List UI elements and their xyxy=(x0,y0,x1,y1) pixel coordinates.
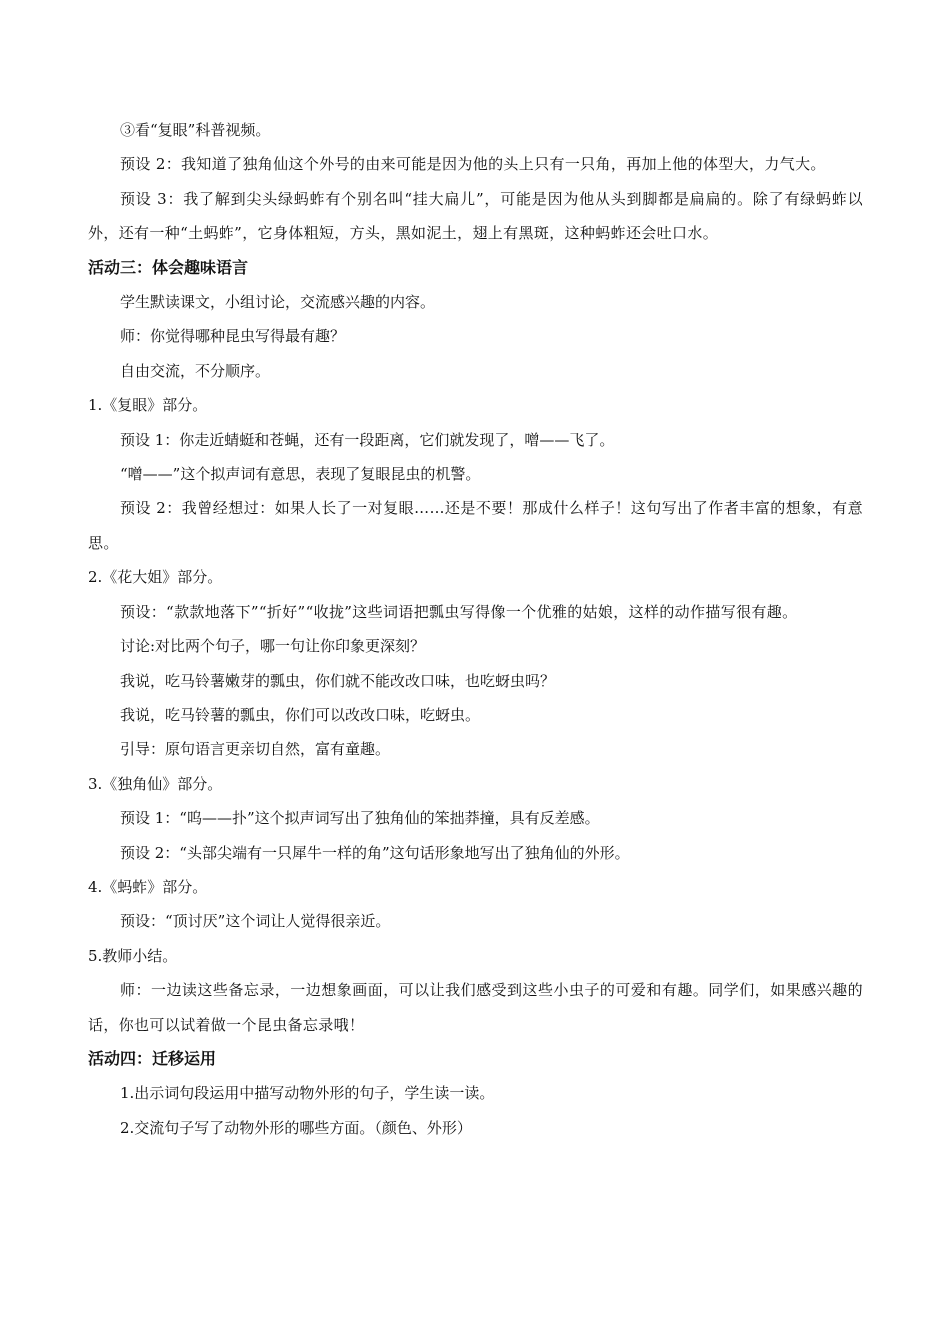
paragraph: 预设：“款款地落下”“折好”“收拢”这些词语把瓢虫写得像一个优雅的姑娘，这样的动作描写很有趣。 xyxy=(120,602,798,621)
section-heading-activity-4: 活动四：迁移运用 xyxy=(88,1048,217,1068)
text-line: 预设 2：“头部尖端有一只犀牛一样的角”这句话形象地写出了独角仙的外形。 xyxy=(120,843,630,862)
text-line: 我说，吃马铃薯嫩芽的瓢虫，你们就不能改改口味，也吃蚜虫吗？ xyxy=(120,671,556,690)
list-item-heading: 3.《独角仙》部分。 xyxy=(88,774,223,793)
text-line: 自由交流，不分顺序。 xyxy=(120,361,271,380)
text-line: 引导：原句语言更亲切自然，富有童趣。 xyxy=(120,740,391,759)
text-line: “噌——”这个拟声词有意思，表现了复眼昆虫的机警。 xyxy=(120,465,481,484)
list-item-heading: 4.《蚂蚱》部分。 xyxy=(88,877,208,896)
list-item-heading: 5.教师小结。 xyxy=(88,946,178,965)
section-heading-activity-3: 活动三：体会趣味语言 xyxy=(88,257,249,277)
text-line: 学生默读课文，小组讨论，交流感兴趣的内容。 xyxy=(120,293,436,312)
paragraph: 预设 3：我了解到尖头绿蚂蚱有个别名叫“挂大扁儿”，可能是因为他从头到脚都是扁扁的。除了有绿蚂蚱以外，还有一种“土蚂蚱”，它身体粗短，方头，黑如泥土，翅上有黑斑，这种蚂蚱还会吐口水。 xyxy=(88,189,863,243)
text-line: 预设：“顶讨厌”这个词让人觉得很亲近。 xyxy=(120,912,391,931)
text-line: ③看“复眼”科普视频。 xyxy=(120,121,271,139)
text-line: 2.交流句子写了动物外形的哪些方面。（颜色、外形） xyxy=(120,1118,472,1137)
text-line: 师：你觉得哪种昆虫写得最有趣？ xyxy=(120,327,346,346)
list-item-heading: 1.《复眼》部分。 xyxy=(88,396,208,415)
text-line: 预设 1：你走近蜻蜓和苍蝇，还有一段距离，它们就发现了，噌——飞了。 xyxy=(120,430,615,449)
text-line: 我说，吃马铃薯的瓢虫，你们可以改改口味，吃蚜虫。 xyxy=(120,705,481,724)
text-line: 预设 1：“呜——扑”这个拟声词写出了独角仙的笨拙莽撞，具有反差感。 xyxy=(120,809,600,828)
list-item-heading: 2.《花大姐》部分。 xyxy=(88,568,223,587)
paragraph: 预设 2：我曾经想过：如果人长了一对复眼……还是不要！那成什么样子！这句写出了作者丰富的想象，有意思。 xyxy=(88,499,863,552)
text-line: 讨论:对比两个句子，哪一句让你印象更深刻？ xyxy=(120,637,426,656)
document-body xyxy=(88,113,863,1145)
paragraph: 师：一边读这些备忘录，一边想象画面，可以让我们感受到这些小虫子的可爱和有趣。同学们，如果感兴趣的话，你也可以试着做一个昆虫备忘录哦！ xyxy=(88,981,863,1034)
paragraph: 预设 2：我知道了独角仙这个外号的由来可能是因为他的头上只有一只角，再加上他的体型大，力气大。 xyxy=(120,155,826,174)
text-line: 1.出示词句段运用中描写动物外形的句子，学生读一读。 xyxy=(120,1084,495,1103)
